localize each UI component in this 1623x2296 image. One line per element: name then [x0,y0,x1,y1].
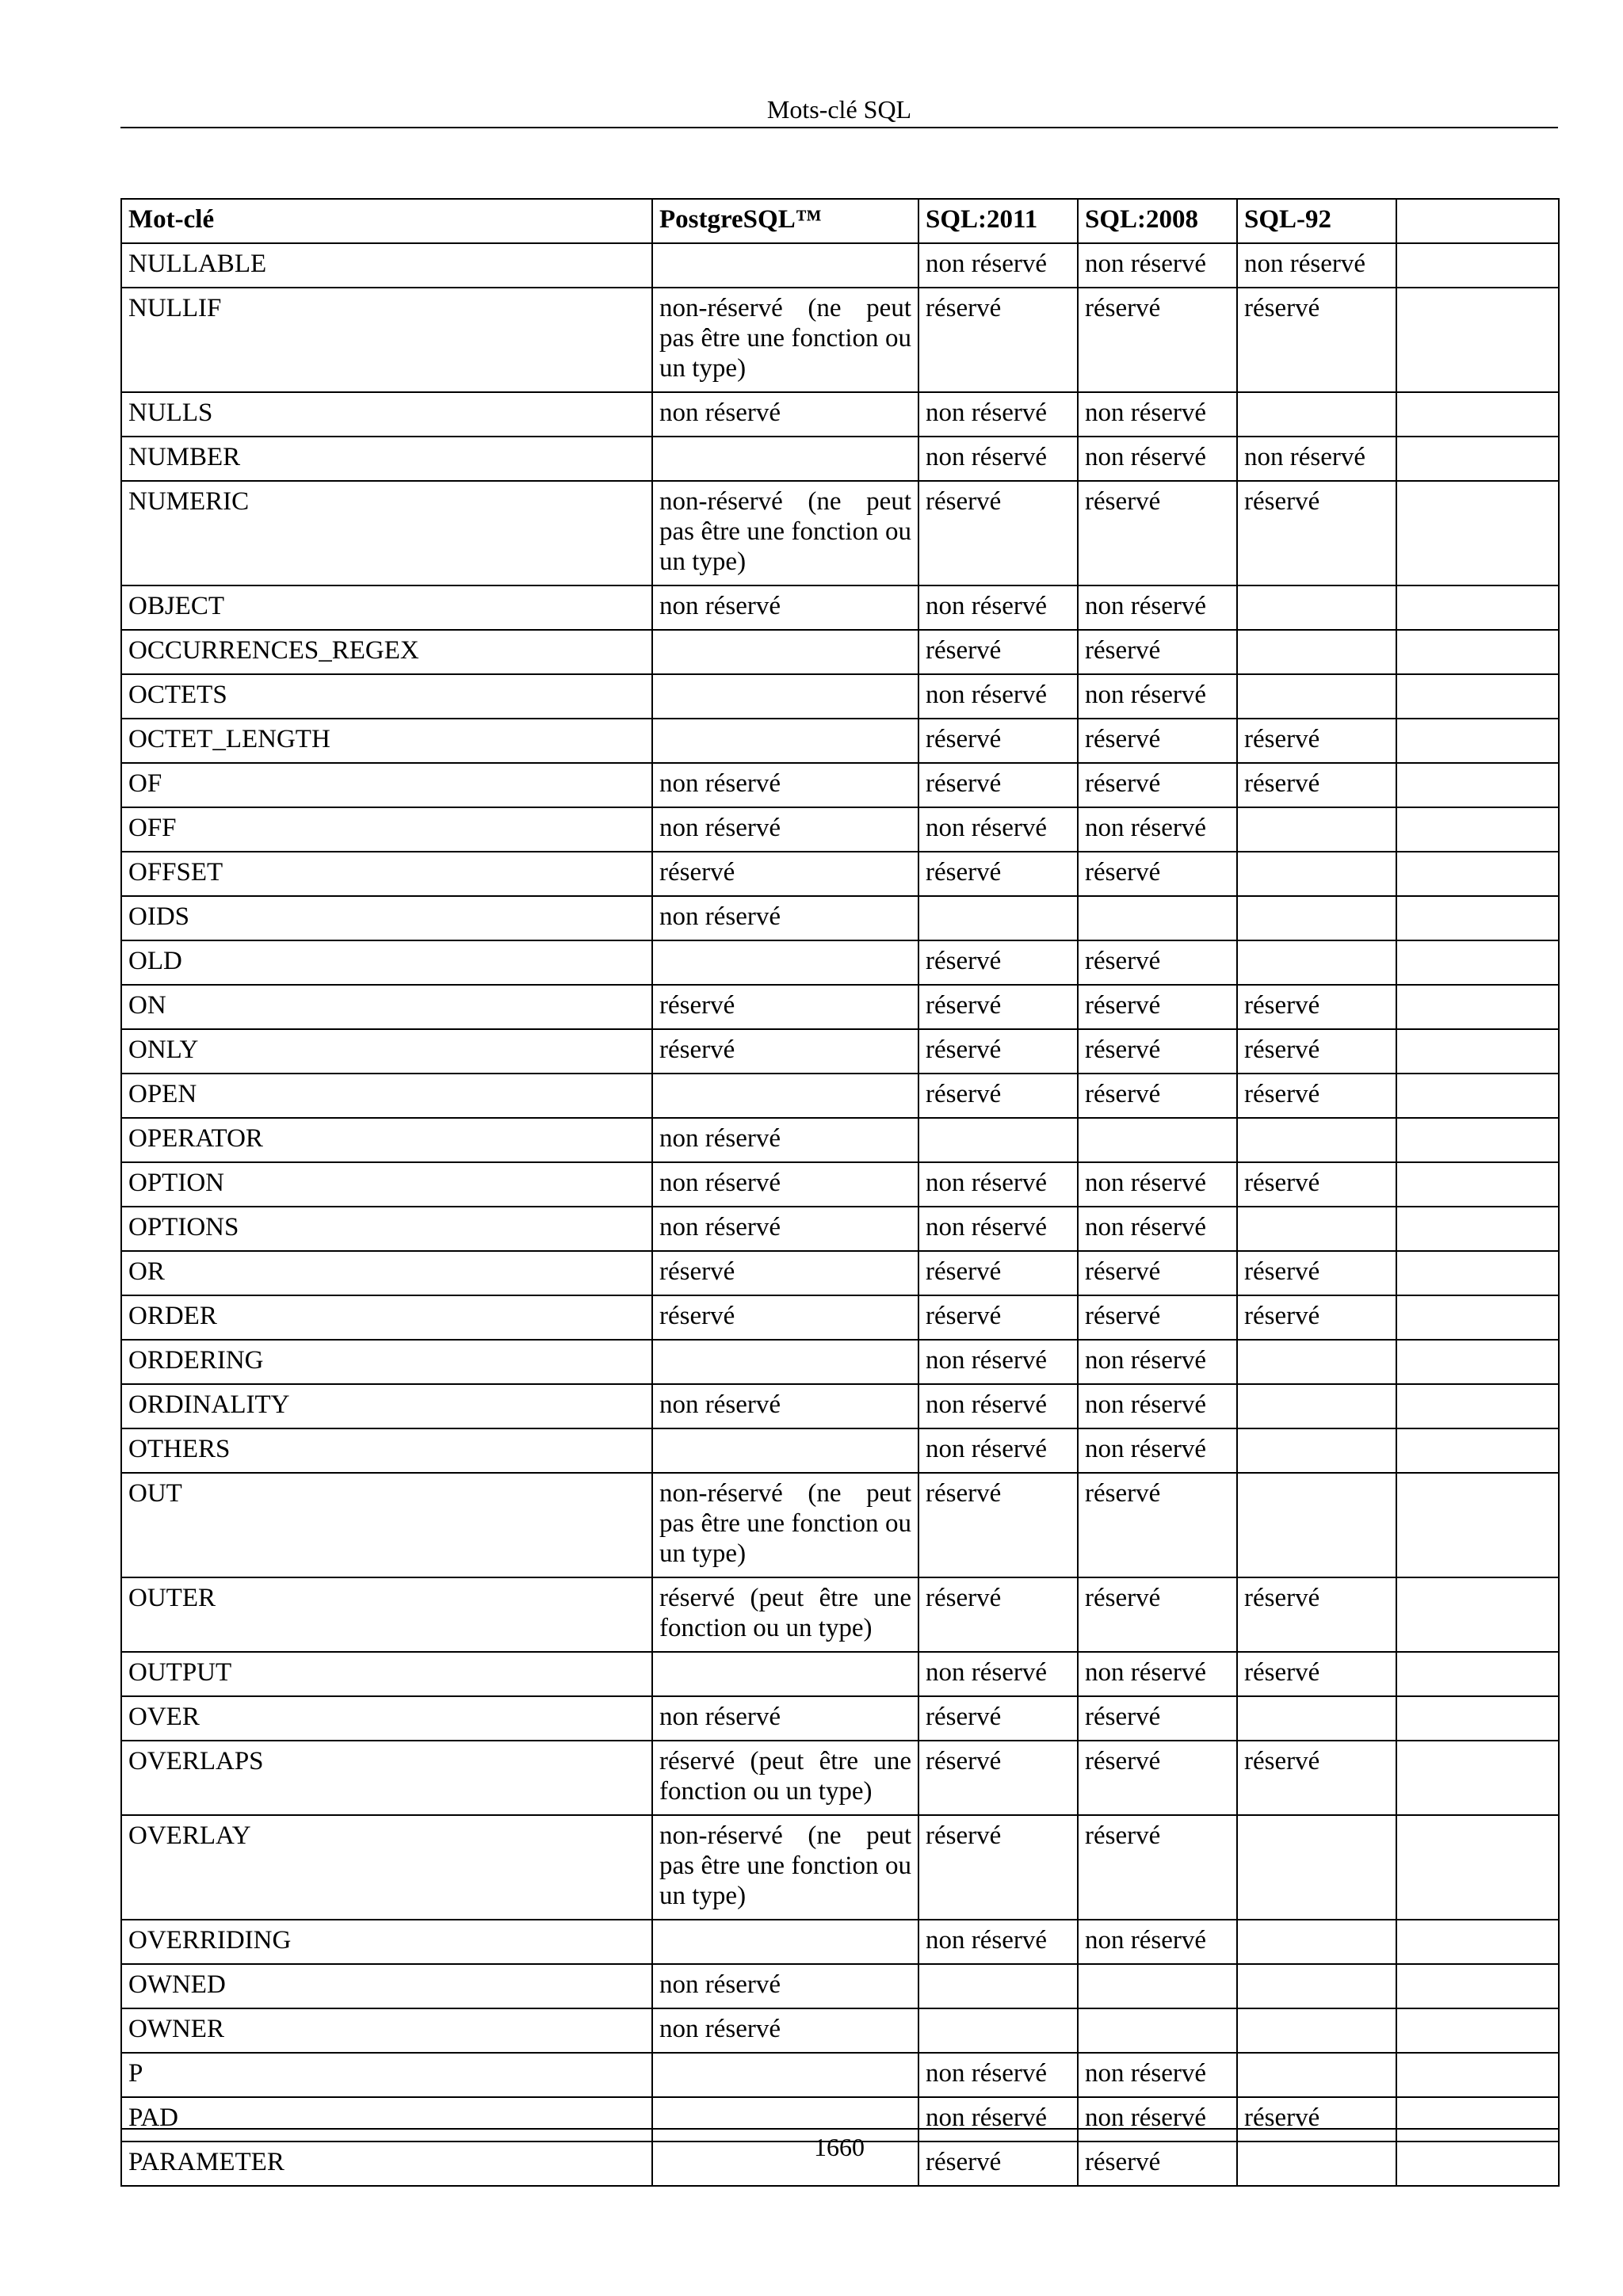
empty-cell [1396,674,1559,719]
table-row [121,940,1559,985]
postgresql-cell: non réservé [652,896,918,940]
sql2011-cell: non réservé [918,1428,1078,1473]
sql92-cell [1237,392,1396,437]
column-header-sql2008: SQL:2008 [1078,199,1237,243]
table-row [121,1815,1559,1920]
keyword-cell: NUMERIC [121,481,652,585]
sql92-cell: réservé [1237,1652,1396,1696]
table-row [121,1652,1559,1696]
table-header-row [121,199,1559,243]
sql92-cell [1237,940,1396,985]
empty-cell [1396,719,1559,763]
sql92-cell: réservé [1237,719,1396,763]
keyword-cell: OUTPUT [121,1652,652,1696]
sql2011-cell: non réservé [918,2053,1078,2097]
table-row [121,630,1559,674]
empty-cell [1396,896,1559,940]
table-row [121,1577,1559,1652]
keyword-cell: OTHERS [121,1428,652,1473]
sql92-cell [1237,852,1396,896]
sql92-cell [1237,2053,1396,2097]
empty-cell [1396,1074,1559,1118]
postgresql-cell: réservé (peut être une fonction ou un type) [652,1741,918,1815]
empty-cell [1396,288,1559,392]
empty-cell [1396,1815,1559,1920]
empty-cell [1396,481,1559,585]
sql92-cell [1237,674,1396,719]
column-header-empty [1396,199,1559,243]
table-row [121,1118,1559,1162]
table-row [121,1340,1559,1384]
postgresql-cell: non-réservé (ne peut pas être une fonction ou un type) [652,1473,918,1577]
sql2008-cell: réservé [1078,940,1237,985]
sql92-cell: réservé [1237,763,1396,807]
empty-cell [1396,1251,1559,1295]
sql92-cell: non réservé [1237,437,1396,481]
empty-cell [1396,852,1559,896]
empty-cell [1396,1652,1559,1696]
postgresql-cell [652,1428,918,1473]
sql2011-cell: réservé [918,852,1078,896]
sql-keywords-table [120,198,1560,2187]
keyword-cell: OR [121,1251,652,1295]
sql92-cell: réservé [1237,985,1396,1029]
table-row [121,1251,1559,1295]
keyword-cell: ON [121,985,652,1029]
keyword-cell: OVERLAY [121,1815,652,1920]
sql2011-cell: non réservé [918,1207,1078,1251]
postgresql-cell [652,1074,918,1118]
table-row [121,585,1559,630]
column-header-sql92: SQL-92 [1237,199,1396,243]
empty-cell [1396,243,1559,288]
empty-cell [1396,2053,1559,2097]
sql2011-cell [918,1118,1078,1162]
sql92-cell [1237,1340,1396,1384]
sql2008-cell: réservé [1078,1741,1237,1815]
postgresql-cell: non-réservé (ne peut pas être une fonction ou un type) [652,1815,918,1920]
sql2011-cell: réservé [918,1251,1078,1295]
postgresql-cell: non réservé [652,1964,918,2008]
sql2008-cell: réservé [1078,763,1237,807]
table-row [121,1162,1559,1207]
empty-cell [1396,1920,1559,1964]
postgresql-cell: réservé [652,1251,918,1295]
sql2008-cell: réservé [1078,1577,1237,1652]
table-row [121,481,1559,585]
postgresql-cell: réservé [652,1295,918,1340]
sql92-cell [1237,1696,1396,1741]
table-row [121,674,1559,719]
sql92-cell [1237,630,1396,674]
table-row [121,243,1559,288]
postgresql-cell [652,243,918,288]
postgresql-cell: non réservé [652,1162,918,1207]
sql2008-cell [1078,2008,1237,2053]
keyword-cell: OFFSET [121,852,652,896]
sql2008-cell: non réservé [1078,1340,1237,1384]
keyword-cell: OLD [121,940,652,985]
sql2011-cell: réservé [918,1696,1078,1741]
sql92-cell [1237,1207,1396,1251]
postgresql-cell [652,1340,918,1384]
table-row [121,1029,1559,1074]
sql2008-cell: réservé [1078,630,1237,674]
table-header [121,199,1559,243]
empty-cell [1396,1577,1559,1652]
table-row [121,1964,1559,2008]
sql2011-cell: réservé [918,1473,1078,1577]
sql2008-cell [1078,896,1237,940]
sql2011-cell: non réservé [918,1340,1078,1384]
empty-cell [1396,1340,1559,1384]
sql92-cell: réservé [1237,1251,1396,1295]
sql92-cell: réservé [1237,288,1396,392]
table-row [121,437,1559,481]
sql2008-cell: réservé [1078,481,1237,585]
postgresql-cell: non réservé [652,1384,918,1428]
postgresql-cell: non-réservé (ne peut pas être une fonction ou un type) [652,288,918,392]
postgresql-cell [652,1920,918,1964]
sql2011-cell: non réservé [918,437,1078,481]
sql92-cell: réservé [1237,1162,1396,1207]
keyword-cell: NULLS [121,392,652,437]
table-row [121,2008,1559,2053]
empty-cell [1396,1384,1559,1428]
keyword-cell: OWNER [121,2008,652,2053]
sql2011-cell: réservé [918,630,1078,674]
sql92-cell [1237,1920,1396,1964]
postgresql-cell [652,674,918,719]
keyword-cell: OIDS [121,896,652,940]
sql2011-cell: réservé [918,1029,1078,1074]
sql2011-cell: réservé [918,940,1078,985]
keyword-cell: PARAMETER [121,2142,652,2186]
sql92-cell: réservé [1237,481,1396,585]
sql92-cell [1237,585,1396,630]
table-row [121,1696,1559,1741]
sql2008-cell [1078,1964,1237,2008]
postgresql-cell: non réservé [652,392,918,437]
empty-cell [1396,807,1559,852]
keyword-cell: NULLABLE [121,243,652,288]
sql2008-cell: non réservé [1078,2097,1237,2142]
table-row [121,1074,1559,1118]
sql2008-cell: réservé [1078,1295,1237,1340]
postgresql-cell: réservé [652,1029,918,1074]
keyword-cell: OPTION [121,1162,652,1207]
keyword-cell: OVERRIDING [121,1920,652,1964]
page-header [120,89,1558,128]
table-row [121,985,1559,1029]
sql2011-cell: non réservé [918,1920,1078,1964]
table-row [121,1384,1559,1428]
postgresql-cell: non-réservé (ne peut pas être une fonction ou un type) [652,481,918,585]
sql92-cell [1237,1964,1396,2008]
sql2008-cell [1078,1118,1237,1162]
postgresql-cell: réservé (peut être une fonction ou un type) [652,1577,918,1652]
sql2008-cell: réservé [1078,1473,1237,1577]
keyword-cell: NUMBER [121,437,652,481]
table-row [121,1428,1559,1473]
sql2011-cell: non réservé [918,2097,1078,2142]
sql92-cell [1237,1473,1396,1577]
postgresql-cell [652,2053,918,2097]
table-row [121,719,1559,763]
sql2008-cell: non réservé [1078,585,1237,630]
sql92-cell: réservé [1237,1577,1396,1652]
keyword-cell: OCTETS [121,674,652,719]
sql2011-cell: non réservé [918,674,1078,719]
empty-cell [1396,1295,1559,1340]
sql92-cell: réservé [1237,2097,1396,2142]
empty-cell [1396,392,1559,437]
sql2008-cell: non réservé [1078,1428,1237,1473]
sql2011-cell: réservé [918,1815,1078,1920]
sql92-cell: réservé [1237,1074,1396,1118]
sql2011-cell: réservé [918,1741,1078,1815]
postgresql-cell [652,940,918,985]
empty-cell [1396,1473,1559,1577]
keyword-cell: NULLIF [121,288,652,392]
empty-cell [1396,1428,1559,1473]
postgresql-cell [652,630,918,674]
sql2011-cell [918,2008,1078,2053]
sql2008-cell: non réservé [1078,437,1237,481]
table-row [121,1920,1559,1964]
sql92-cell [1237,1428,1396,1473]
sql2011-cell [918,1964,1078,2008]
postgresql-cell: non réservé [652,585,918,630]
sql92-cell [1237,1815,1396,1920]
postgresql-cell: non réservé [652,1207,918,1251]
empty-cell [1396,585,1559,630]
sql2008-cell: réservé [1078,1074,1237,1118]
sql2008-cell: non réservé [1078,807,1237,852]
column-header-postgresql: PostgreSQL™ [652,199,918,243]
postgresql-cell: non réservé [652,763,918,807]
sql2008-cell: réservé [1078,1696,1237,1741]
table-row [121,1741,1559,1815]
postgresql-cell: non réservé [652,2008,918,2053]
sql2011-cell: réservé [918,763,1078,807]
sql2011-cell: non réservé [918,1162,1078,1207]
page-footer [120,2128,1558,2161]
keyword-cell: ORDER [121,1295,652,1340]
sql2008-cell: réservé [1078,985,1237,1029]
sql92-cell [1237,2008,1396,2053]
empty-cell [1396,985,1559,1029]
keyword-cell: OPERATOR [121,1118,652,1162]
keyword-cell: OBJECT [121,585,652,630]
sql2011-cell: réservé [918,1577,1078,1652]
sql92-cell [1237,1384,1396,1428]
sql2008-cell: réservé [1078,288,1237,392]
empty-cell [1396,437,1559,481]
sql2008-cell: réservé [1078,2142,1237,2186]
sql2011-cell [918,896,1078,940]
sql2008-cell: non réservé [1078,1920,1237,1964]
keyword-cell: P [121,2053,652,2097]
keyword-cell: ONLY [121,1029,652,1074]
sql2008-cell: non réservé [1078,1384,1237,1428]
keyword-cell: OUT [121,1473,652,1577]
keyword-cell: OCCURRENCES_REGEX [121,630,652,674]
sql2011-cell: réservé [918,985,1078,1029]
page-number: 1660 [814,2133,865,2161]
sql2008-cell: non réservé [1078,1162,1237,1207]
keyword-cell: OWNED [121,1964,652,2008]
postgresql-cell: réservé [652,852,918,896]
empty-cell [1396,1029,1559,1074]
sql2011-cell: non réservé [918,243,1078,288]
keyword-cell: OF [121,763,652,807]
sql2011-cell: non réservé [918,807,1078,852]
empty-cell [1396,763,1559,807]
table-row [121,763,1559,807]
postgresql-cell: non réservé [652,1696,918,1741]
postgresql-cell: non réservé [652,1118,918,1162]
table-row [121,392,1559,437]
empty-cell [1396,1741,1559,1815]
keyword-cell: OVER [121,1696,652,1741]
keyword-cell: OFF [121,807,652,852]
postgresql-cell [652,719,918,763]
sql2008-cell: non réservé [1078,392,1237,437]
sql92-cell: non réservé [1237,243,1396,288]
sql2008-cell: non réservé [1078,674,1237,719]
keyword-cell: OVERLAPS [121,1741,652,1815]
postgresql-cell [652,1652,918,1696]
table-row [121,1207,1559,1251]
column-header-keyword: Mot-clé [121,199,652,243]
sql2011-cell: non réservé [918,392,1078,437]
sql2008-cell: non réservé [1078,1207,1237,1251]
empty-cell [1396,1696,1559,1741]
postgresql-cell [652,437,918,481]
sql2011-cell: réservé [918,288,1078,392]
empty-cell [1396,630,1559,674]
keyword-cell: OPTIONS [121,1207,652,1251]
table-row [121,852,1559,896]
empty-cell [1396,1118,1559,1162]
table-row [121,896,1559,940]
column-header-sql2011: SQL:2011 [918,199,1078,243]
sql92-cell: réservé [1237,1295,1396,1340]
sql2008-cell: réservé [1078,852,1237,896]
postgresql-cell: réservé [652,985,918,1029]
keyword-cell: ORDINALITY [121,1384,652,1428]
empty-cell [1396,1964,1559,2008]
sql2011-cell: non réservé [918,585,1078,630]
sql2008-cell: non réservé [1078,243,1237,288]
keyword-cell: ORDERING [121,1340,652,1384]
empty-cell [1396,940,1559,985]
sql92-cell [1237,1118,1396,1162]
keyword-cell: PAD [121,2097,652,2142]
table-row [121,288,1559,392]
empty-cell [1396,2008,1559,2053]
sql2008-cell: réservé [1078,1251,1237,1295]
keyword-cell: OPEN [121,1074,652,1118]
sql2008-cell: réservé [1078,1815,1237,1920]
empty-cell [1396,1162,1559,1207]
sql2011-cell: réservé [918,719,1078,763]
sql2008-cell: réservé [1078,719,1237,763]
sql92-cell: réservé [1237,1741,1396,1815]
sql2011-cell: non réservé [918,1652,1078,1696]
sql2011-cell: réservé [918,1295,1078,1340]
page-header-title: Mots-clé SQL [766,95,912,124]
empty-cell [1396,1207,1559,1251]
sql2011-cell: réservé [918,2142,1078,2186]
table-row [121,1473,1559,1577]
table-row [121,1295,1559,1340]
sql2008-cell: non réservé [1078,2053,1237,2097]
sql92-cell: réservé [1237,1029,1396,1074]
sql2011-cell: réservé [918,1074,1078,1118]
keyword-cell: OUTER [121,1577,652,1652]
table-body [121,243,1559,2186]
sql92-cell [1237,896,1396,940]
sql2011-cell: non réservé [918,1384,1078,1428]
table-row [121,807,1559,852]
sql2011-cell: réservé [918,481,1078,585]
keyword-cell: OCTET_LENGTH [121,719,652,763]
sql92-cell [1237,807,1396,852]
sql2008-cell: réservé [1078,1029,1237,1074]
postgresql-cell: non réservé [652,807,918,852]
sql2008-cell: non réservé [1078,1652,1237,1696]
table-row [121,2053,1559,2097]
